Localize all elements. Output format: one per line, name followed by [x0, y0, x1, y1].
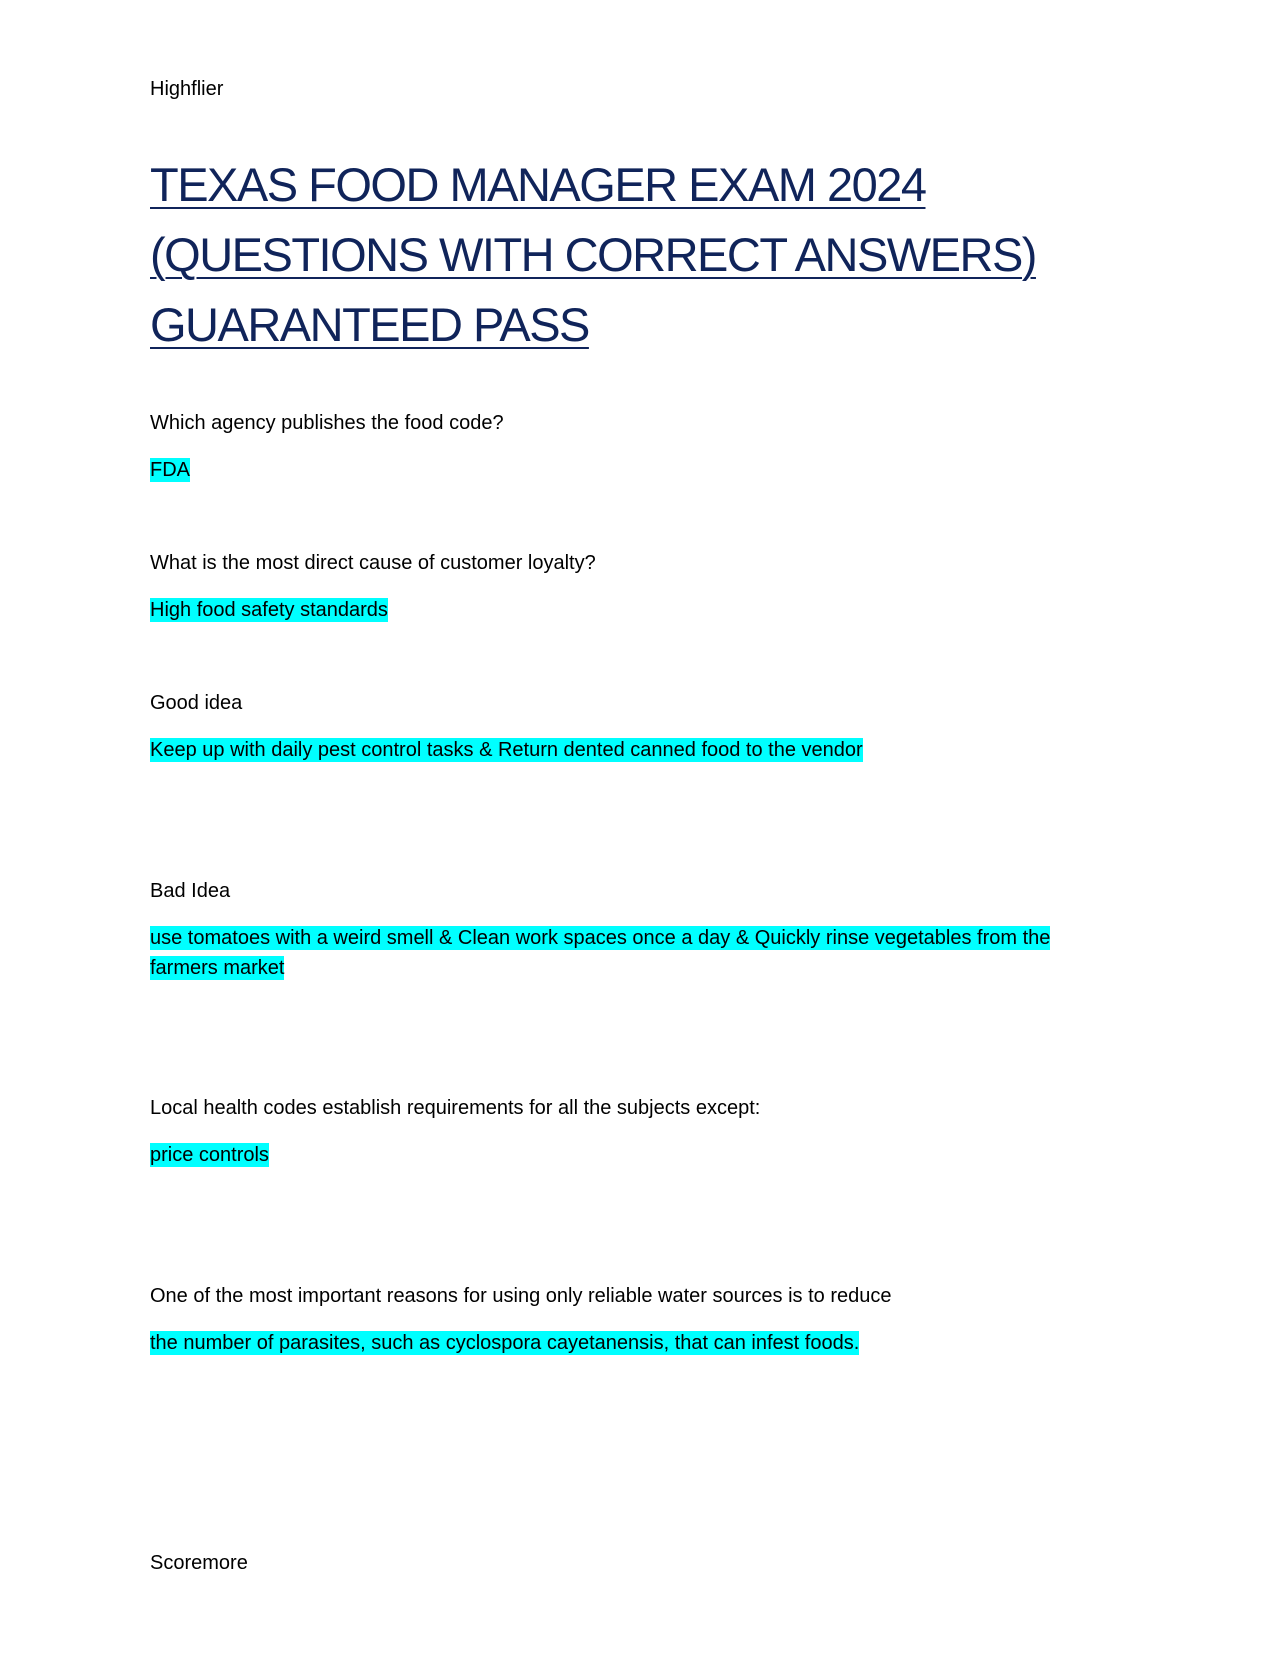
question-text: Good idea	[150, 692, 243, 714]
answer-text: Keep up with daily pest control tasks & Return dented canned food to the vendor	[150, 739, 863, 761]
answer-line: use tomatoes with a weird smell & Clean work spaces once a day & Quickly rinse vegetables from the	[150, 927, 1051, 949]
title-line: TEXAS FOOD MANAGER EXAM 2024	[150, 158, 926, 211]
answer-text: High food safety standards	[150, 599, 388, 621]
document-title	[150, 150, 1150, 360]
page-footer: Scoremore	[150, 1552, 248, 1574]
question-text: One of the most important reasons for using only reliable water sources is to reduce	[150, 1285, 892, 1307]
answer-text	[150, 923, 1050, 983]
question-text: What is the most direct cause of customer loyalty?	[150, 552, 596, 574]
answer-text: FDA	[150, 459, 190, 481]
title-line: (QUESTIONS WITH CORRECT ANSWERS)	[150, 228, 1036, 281]
question-text: Which agency publishes the food code?	[150, 412, 504, 434]
page-header: Highflier	[150, 78, 224, 100]
question-text: Bad Idea	[150, 880, 231, 902]
answer-text: price controls	[150, 1144, 269, 1166]
answer-line: farmers market	[150, 957, 285, 979]
title-line: GUARANTEED PASS	[150, 298, 589, 351]
question-text: Local health codes establish requirements for all the subjects except:	[150, 1097, 761, 1119]
answer-text: the number of parasites, such as cyclospora cayetanensis, that can infest foods.	[150, 1332, 860, 1354]
